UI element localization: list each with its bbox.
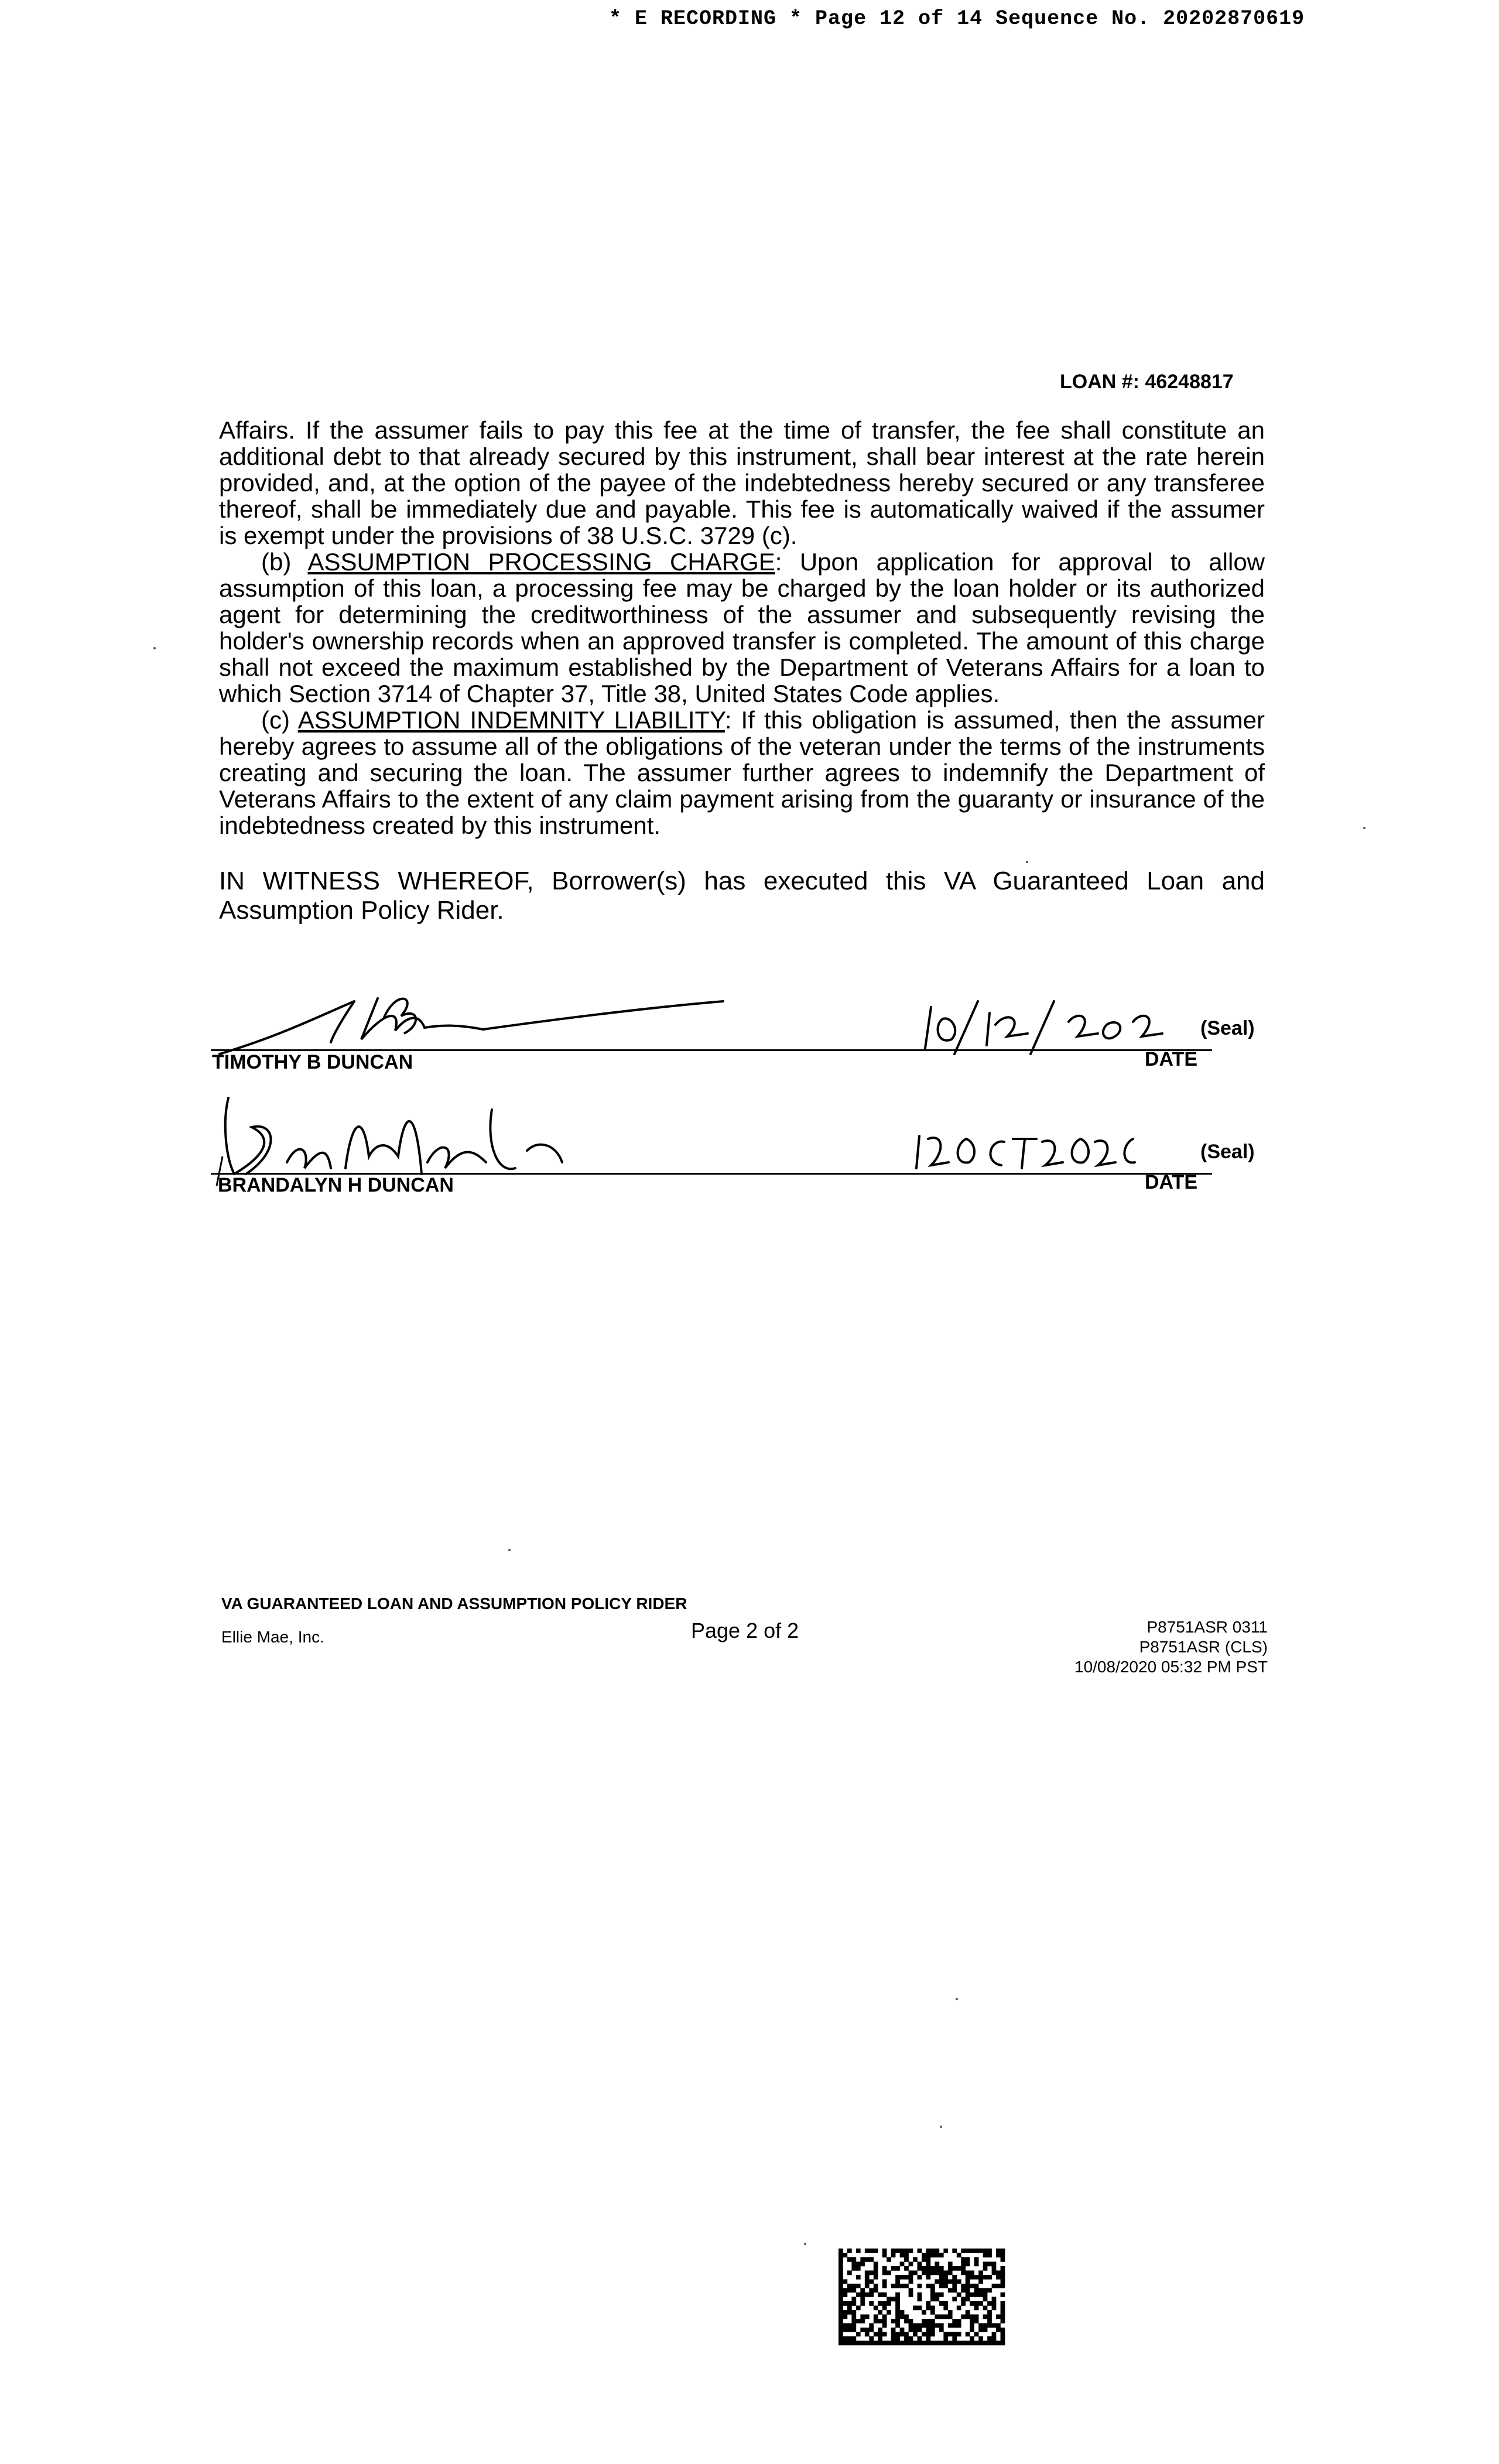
date-label-2: DATE (1145, 1171, 1198, 1193)
footer-timestamp: 10/08/2020 05:32 PM PST (1074, 1658, 1268, 1676)
para-c-prefix: (c) (261, 706, 298, 734)
loan-number: LOAN #: 46248817 (1060, 371, 1234, 393)
paragraph-processing-charge (219, 549, 1265, 707)
seal-1: (Seal) (1200, 1017, 1255, 1039)
scan-speck (508, 1549, 511, 1551)
form-title: VA GUARANTEED LOAN AND ASSUMPTION POLICY RIDER (221, 1594, 687, 1613)
company-name: Ellie Mae, Inc. (221, 1628, 324, 1646)
barcode-2d (839, 2249, 1005, 2345)
scan-speck (956, 1998, 958, 2000)
form-codes (995, 1617, 1268, 1677)
paragraph-fee: Affairs. If the assumer fails to pay this fee at the time of transfer, the fee shall constitute an additional debt to that already secured by this instrument, shall bear interest at the rate herein provided, and, at the option of the payee of the indebtedness hereby secured or any transferee thereof, shall be immediately due and payable. This fee is automatically waived if the assumer is exempt under the provisions of 38 U.S.C. 3729 (c). (219, 416, 1265, 549)
para-b-prefix: (b) (261, 548, 308, 576)
seal-2: (Seal) (1200, 1141, 1255, 1163)
rider-body (219, 417, 1265, 839)
para-c-text: : If this obligation is assumed, then the assumer hereby agrees to assume all of the obligations of the veteran under the terms of the instruments creating and securing the loan. The assumer further agrees to indemnify the Department of Veterans Affairs to the extent of any claim payment arising from the guaranty or insurance of the indebtedness created by this instrument. (219, 706, 1265, 839)
para-b-text: : Upon application for approval to allow assumption of this loan, a processing fee may be charged by the loan holder or its authorized agent for determining the creditworthiness of the assumer and subsequently revising the holder's ownership records when an approved transfer is completed. The amount of this charge shall not exceed the maximum established by the Department of Veterans Affairs for a loan to which Section 3714 of Chapter 37, Title 38, United States Code applies. (219, 548, 1265, 707)
borrower-1-name: TIMOTHY B DUNCAN (212, 1051, 413, 1073)
witness-clause: IN WITNESS WHEREOF, Borrower(s) has executed this VA Guaranteed Loan and Assumption Policy Rider. (219, 867, 1265, 925)
borrower-2-name: BRANDALYN H DUNCAN (218, 1174, 454, 1196)
para-b-heading: ASSUMPTION PROCESSING CHARGE (307, 548, 775, 576)
signature-timothy (208, 984, 735, 1060)
scan-speck (940, 2126, 942, 2128)
paragraph-indemnity (219, 707, 1265, 839)
handwritten-date-2-text: 12OCT2020 (913, 1120, 965, 1130)
form-code-1: P8751ASR 0311 (1147, 1618, 1268, 1636)
para-c-heading: ASSUMPTION INDEMNITY LIABILITY (297, 706, 725, 734)
page-number: Page 2 of 2 (691, 1618, 799, 1642)
scan-speck (1363, 827, 1365, 829)
scan-speck (1026, 861, 1028, 863)
handwritten-date-2 (913, 1120, 1136, 1174)
handwritten-date-1-text: 10/12/2020 (919, 982, 967, 992)
date-label-1: DATE (1145, 1048, 1198, 1070)
scan-speck (153, 647, 156, 649)
scan-speck (804, 2243, 806, 2245)
handwritten-date-1 (919, 982, 1165, 1054)
recording-stamp: * E RECORDING * Page 12 of 14 Sequence No. 20202870619 (609, 7, 1305, 30)
form-code-2: P8751ASR (CLS) (1139, 1638, 1268, 1656)
